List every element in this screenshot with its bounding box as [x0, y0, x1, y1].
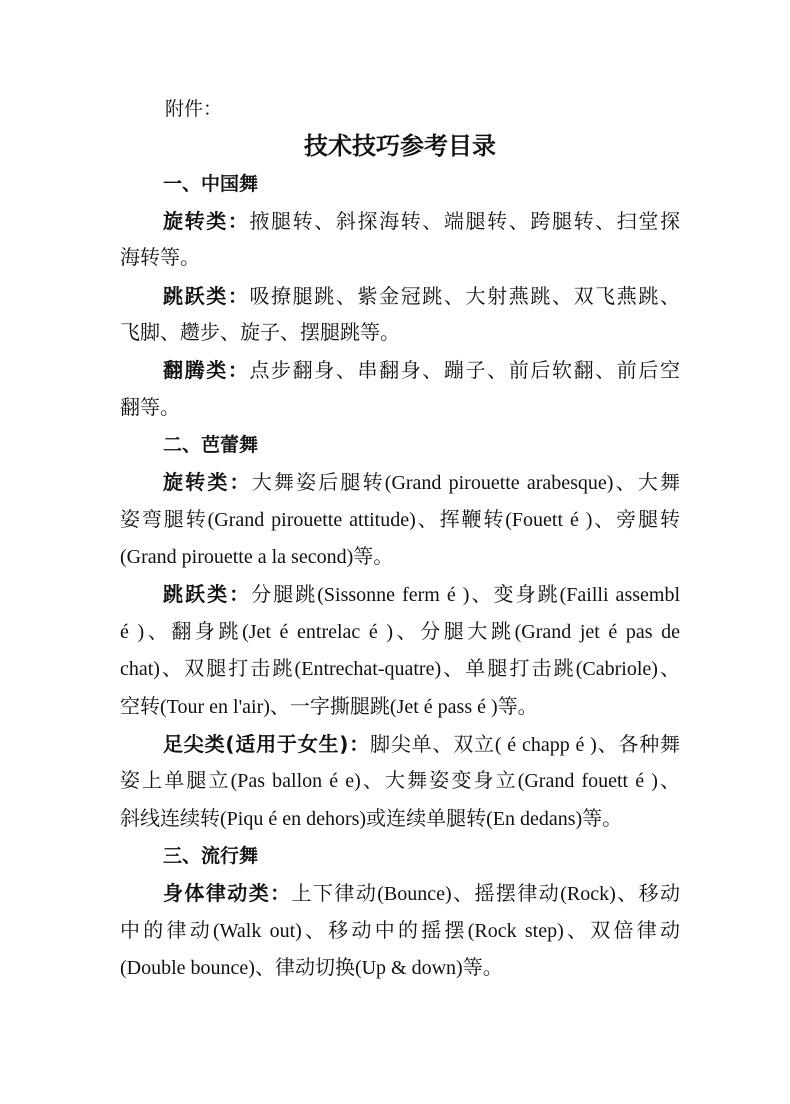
paragraph-text: 大舞姿后腿转(Grand pirouette arabesque)、大舞 [251, 472, 680, 495]
paragraph-line: 姿弯腿转(Grand pirouette attitude)、挥鞭转(Fouett é )、旁腿转 [120, 508, 680, 531]
paragraph-line [120, 464, 680, 501]
document-page [120, 91, 680, 987]
paragraph-line: 翻等。 [120, 396, 180, 419]
paragraph-text: 吸撩腿跳、紫金冠跳、大射燕跳、双飞燕跳、 [249, 285, 680, 308]
paragraph-line: 飞脚、趱步、旋子、摆腿跳等。 [120, 322, 400, 345]
category-label: 旋转类： [163, 470, 252, 495]
section-heading: 三、流行舞 [163, 844, 259, 867]
category-label: 跳跃类： [163, 283, 250, 308]
page-title: 技术技巧参考目录 [304, 132, 496, 161]
paragraph-line: (Double bounce)、律动切换(Up & down)等。 [120, 956, 503, 979]
section-heading: 一、中国舞 [163, 172, 259, 195]
paragraph-line [120, 875, 680, 912]
paragraph-text: 掖腿转、斜探海转、端腿转、跨腿转、扫堂探 [249, 211, 680, 234]
paragraph-line [120, 726, 680, 763]
paragraph-line: é )、翻身跳(Jet é entrelac é )、分腿大跳(Grand jet é pas de [120, 620, 680, 643]
paragraph-line: 中的律动(Walk out)、移动中的摇摆(Rock step)、双倍律动 [120, 919, 680, 942]
paragraph-line: 斜线连续转(Piqu é en dehors)或连续单腿转(En dedans)等。 [120, 807, 623, 830]
paragraph-line [120, 278, 680, 315]
attachment-label: 附件： [165, 98, 223, 120]
category-label: 身体律动类： [163, 881, 292, 906]
section-heading: 二、芭蕾舞 [163, 434, 259, 457]
paragraph-text: 脚尖单、双立( é chapp é )、各种舞 [370, 733, 680, 756]
paragraph-line: 空转(Tour en l'air)、一字撕腿跳(Jet é pass é )等。 [120, 695, 538, 718]
paragraph-text: 上下律动(Bounce)、摇摆律动(Rock)、移动 [291, 883, 680, 906]
paragraph-line [120, 203, 680, 240]
paragraph-line: chat)、双腿打击跳(Entrechat-quatre)、单腿打击跳(Cabriole)、 [120, 658, 680, 681]
category-label: 足尖类(适用于女生)： [163, 731, 371, 756]
paragraph-text: 点步翻身、串翻身、蹦子、前后软翻、前后空 [249, 360, 680, 383]
paragraph-line: 姿上单腿立(Pas ballon é e)、大舞姿变身立(Grand fouett é )、 [120, 770, 680, 793]
paragraph-line [120, 576, 680, 613]
category-label: 旋转类： [163, 209, 250, 234]
category-label: 翻腾类： [163, 358, 250, 383]
paragraph-line: 海转等。 [120, 247, 200, 270]
paragraph-line [120, 352, 680, 389]
paragraph-text: 分腿跳(Sissonne ferm é )、变身跳(Failli assembl [251, 584, 680, 607]
paragraph-line: (Grand pirouette a la second)等。 [120, 546, 394, 569]
category-label: 跳跃类： [163, 582, 252, 607]
